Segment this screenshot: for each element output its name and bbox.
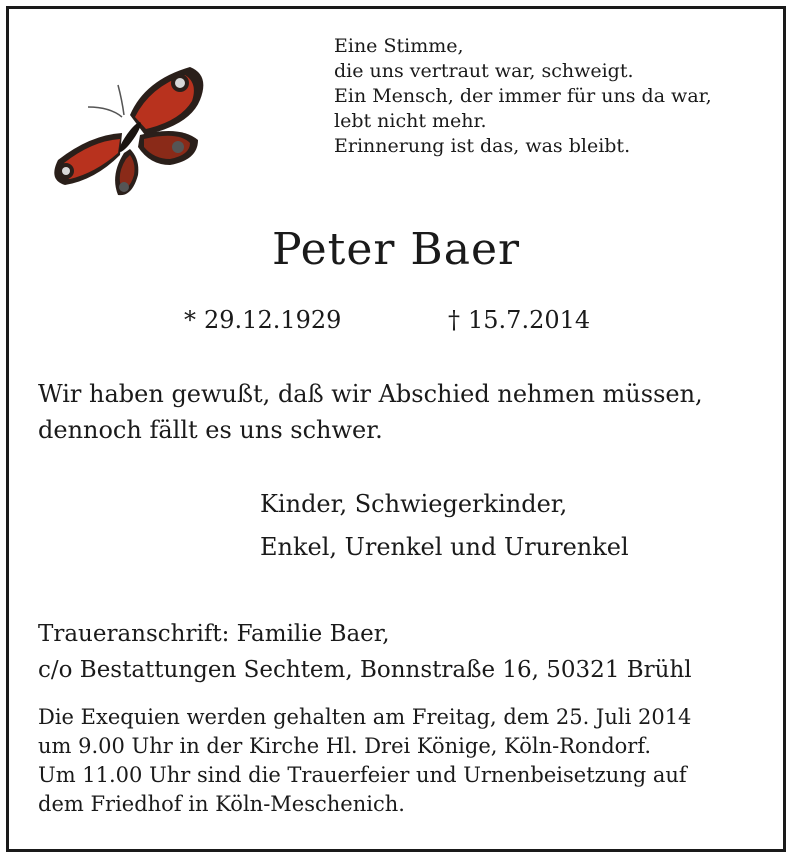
poem-line: Erinnerung ist das, was bleibt. [334, 135, 631, 157]
death-cross-icon: † [448, 306, 460, 334]
mourners-line: Kinder, Schwiegerkinder, [260, 490, 568, 518]
service-line: Um 11.00 Uhr sind die Trauerfeier und Urnenbeisetzung auf [38, 763, 687, 787]
farewell-text [38, 376, 778, 448]
butterfly-image [40, 55, 210, 205]
poem-line: Eine Stimme, [334, 35, 464, 57]
service-line: Die Exequien werden gehalten am Freitag, dem 25. Juli 2014 [38, 705, 692, 729]
farewell-line: dennoch fällt es uns schwer. [38, 416, 383, 444]
mourners [260, 483, 629, 569]
poem [334, 34, 774, 159]
birth-date [184, 303, 341, 337]
address-line: c/o Bestattungen Sechtem, Bonnstraße 16, 50321 Brühl [38, 657, 692, 683]
address-line: Traueranschrift: Familie Baer, [38, 621, 390, 647]
death-date-value: 15.7.2014 [468, 306, 591, 334]
mourning-address [38, 616, 692, 688]
farewell-line: Wir haben gewußt, daß wir Abschied nehmen müssen, [38, 380, 703, 408]
mourners-line: Enkel, Urenkel und Ururenkel [260, 533, 629, 561]
service-details [38, 703, 778, 819]
death-date [448, 303, 590, 337]
service-line: um 9.00 Uhr in der Kirche Hl. Drei Könige, Köln-Rondorf. [38, 734, 652, 758]
deceased-name: Peter Baer [272, 224, 521, 275]
service-line: dem Friedhof in Köln-Meschenich. [38, 792, 405, 816]
birth-star-icon: * [184, 306, 196, 334]
poem-line: lebt nicht mehr. [334, 110, 487, 132]
birth-date-value: 29.12.1929 [204, 306, 342, 334]
poem-line: die uns vertraut war, schweigt. [334, 60, 634, 82]
poem-line: Ein Mensch, der immer für uns da war, [334, 85, 712, 107]
